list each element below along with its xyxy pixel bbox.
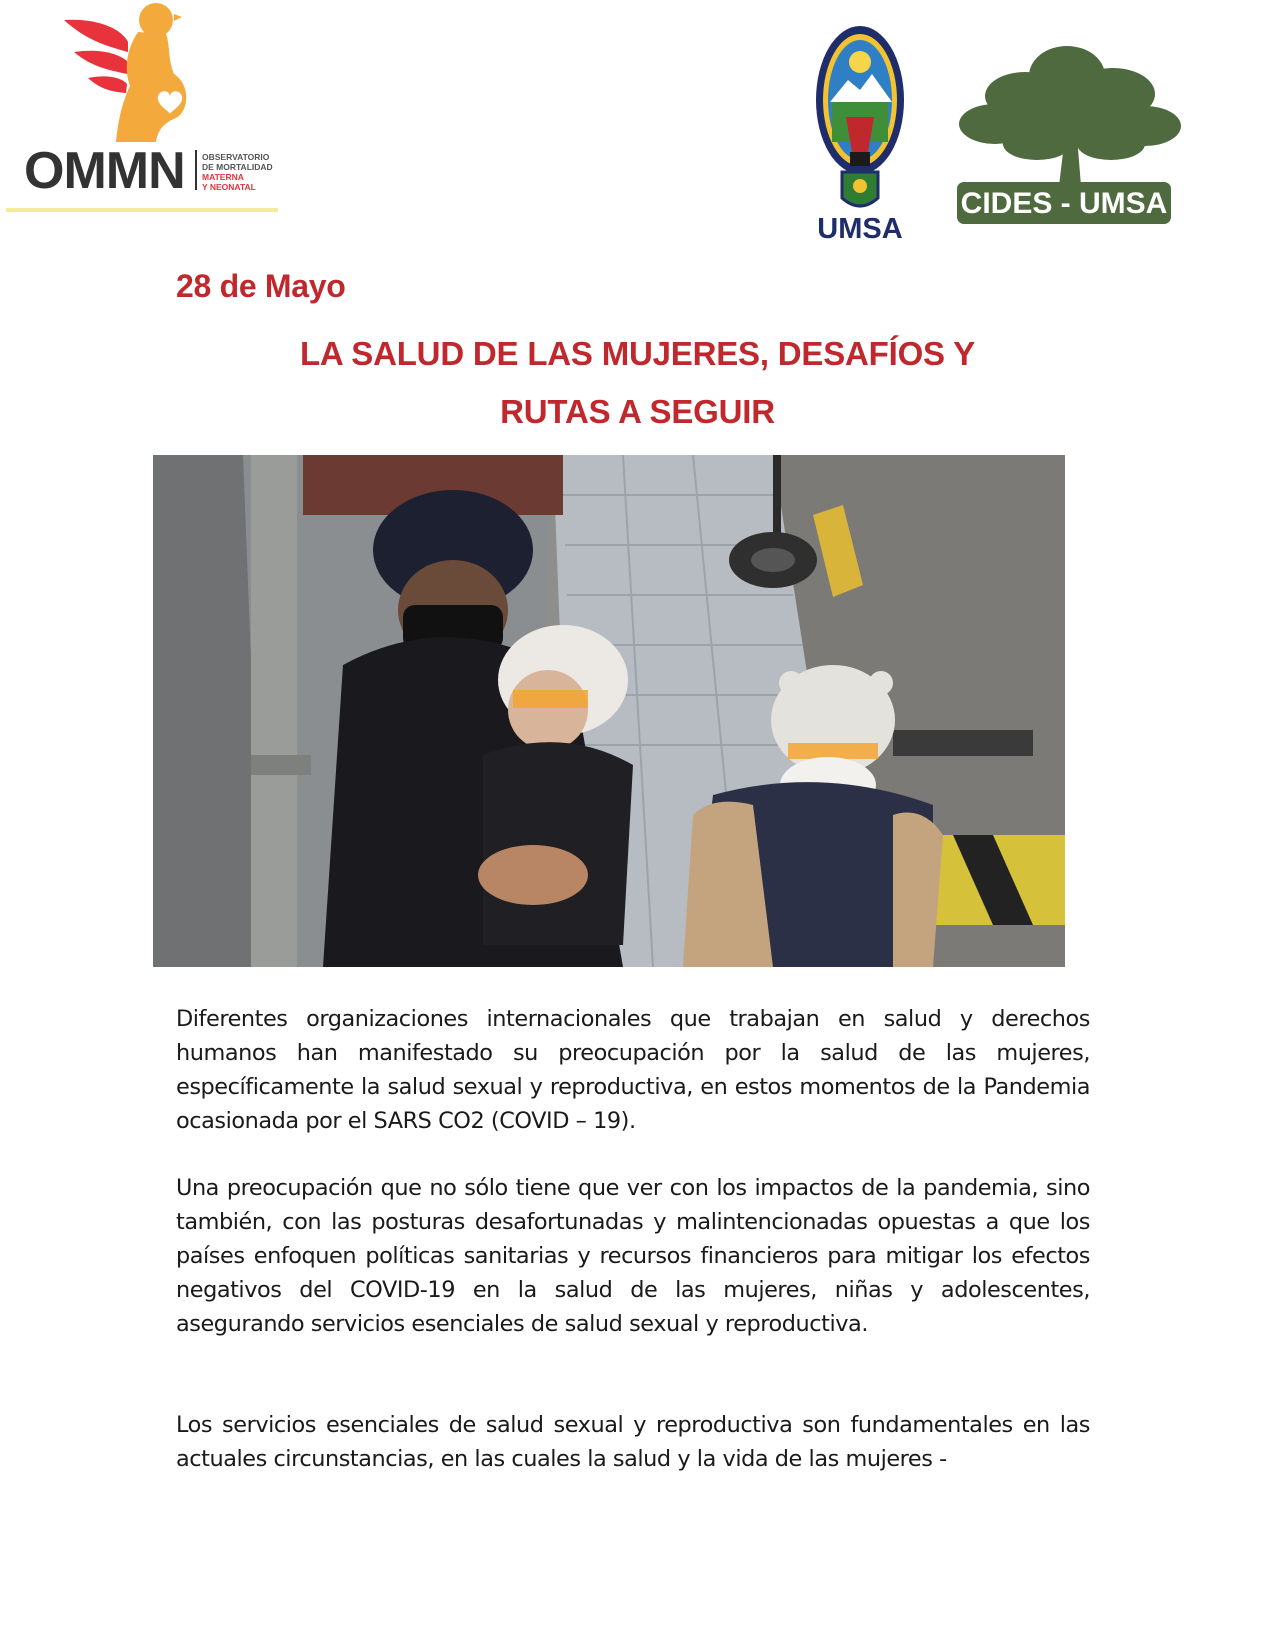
document-title (150, 325, 1125, 441)
document-date: 28 de Mayo (176, 268, 346, 304)
mother-children-photo (153, 455, 1065, 967)
tree-icon (959, 46, 1181, 196)
ommn-line3: MATERNA (202, 172, 244, 182)
paragraph-3: Los servicios esenciales de salud sexual y reproductiva son fundamentales en las actuales circunstancias, en las cuales la salud y la vida de las mujeres - (176, 1412, 1090, 1472)
ommn-acronym: OMMN (24, 142, 185, 200)
ommn-logo (6, 0, 286, 220)
ommn-line4: Y NEONATAL (202, 182, 256, 192)
umsa-label: UMSA (817, 213, 903, 244)
cides-label: CIDES - UMSA (960, 187, 1168, 220)
sun-icon (849, 51, 871, 73)
paragraph-2: Una preocupación que no sólo tiene que ver con los impactos de la pandemia, sino también, con las posturas desafortunadas y malintencionadas opuestas a que los países enfoquen políticas sanitarias y recursos financieros para mitigar los efectos negativos del COVID-19 en la salud de las mujeres, niñas y adolescentes, asegurando servicios esenciales de salud sexual y reproductiva. (176, 1175, 1090, 1337)
cides-umsa-logo (955, 36, 1185, 226)
paragraph-1: Diferentes organizaciones internacionales que trabajan en salud y derechos humanos han manifestado su preocupación por la salud de las mujeres, específicamente la salud sexual y reproductiva, en estos momentos de la Pandemia ocasionada por el SARS CO2 (COVID – 19). (176, 1006, 1090, 1134)
title-line-1: LA SALUD DE LAS MUJERES, DESAFÍOS Y (299, 335, 976, 372)
ommn-underline (6, 208, 278, 212)
ommn-line1: OBSERVATORIO (202, 152, 270, 162)
umsa-seal-logo (810, 22, 910, 244)
baby-face-blur (513, 690, 588, 708)
title-line-2: RUTAS A SEGUIR (500, 393, 775, 430)
ommn-line2: DE MORTALIDAD (202, 162, 273, 172)
child-face-blur (788, 743, 878, 759)
wing-icon (64, 20, 128, 93)
